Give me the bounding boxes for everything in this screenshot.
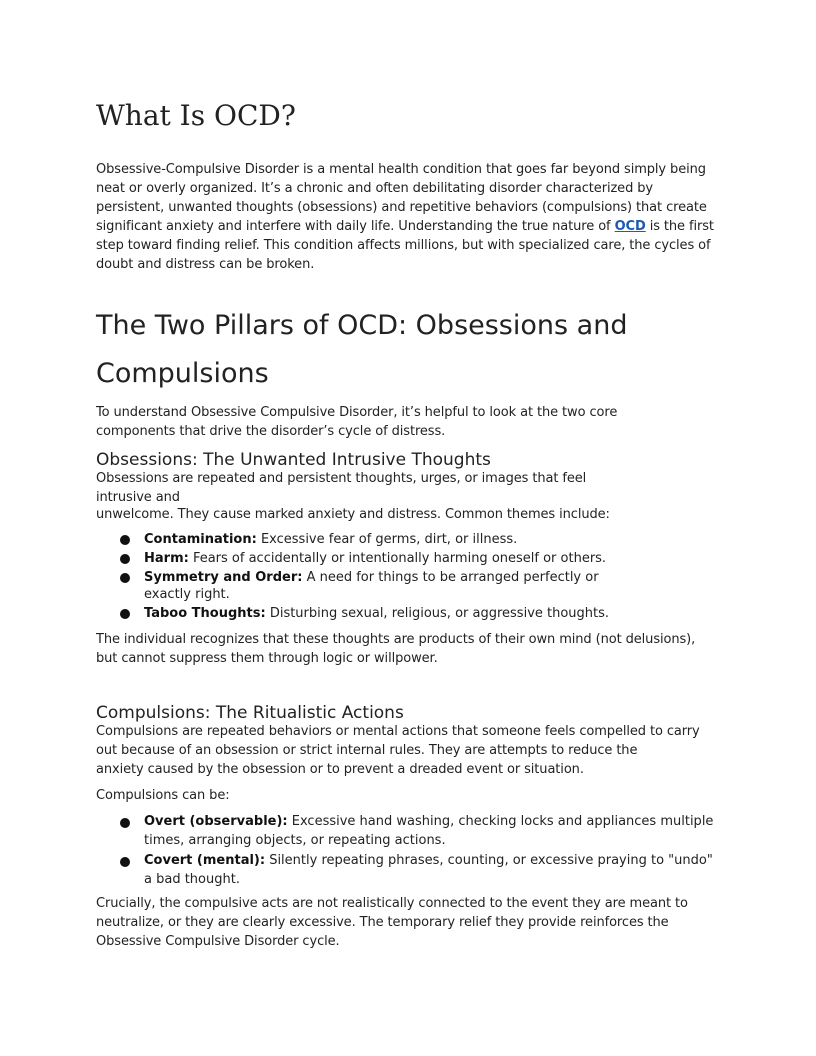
intro-text-start: Obsessive-Compulsive Disorder is a mental health condition that goes far beyond simply being neat or overly organized. It’s a chronic and often debilitating disorder characterized by persistent, unwanted thoughts (obsessions) and repetitive behaviors (compulsions) that create significant anxiety and interfere with daily life. Understanding the true nature of [96,162,707,234]
list-item [96,813,720,850]
compulsions-description-line2: out because of an obsession or strict internal rules. They are attempts to reduce the [96,743,638,758]
list-item-text: Excessive hand washing, checking locks and appliances multiple times, arranging objects, or repeating actions. [144,814,714,848]
obsessions-list [96,531,656,624]
bullet-icon [120,857,130,867]
ocd-link[interactable]: OCD [614,219,646,234]
page-title: What Is OCD? [96,99,296,132]
list-item-term: Symmetry and Order: [144,570,303,585]
list-item [96,550,656,567]
list-item-term: Taboo Thoughts: [144,606,266,621]
bullet-icon [120,609,130,619]
intro-paragraph [96,160,720,274]
compulsions-heading: Compulsions: The Ritualistic Actions [96,703,404,723]
bullet-icon [120,554,130,564]
pillars-intro: To understand Obsessive Compulsive Disorder, it’s helpful to look at the two core components that drive the disorder’s cycle of distress. [96,405,618,439]
list-item-term: Covert (mental): [144,853,266,868]
list-item-text: Disturbing sexual, religious, or aggressive thoughts. [265,606,610,621]
list-item [96,531,656,548]
list-item-text: A need for things to be arranged perfectly or exactly right. [144,570,599,602]
bullet-icon [120,818,130,828]
list-item-term: Harm: [144,551,189,566]
bullet-icon [120,573,130,583]
compulsions-description-line3: anxiety caused by the obsession or to prevent a dreaded event or situation. [96,762,584,777]
pillars-heading: The Two Pillars of OCD: Obsessions and Compulsions [96,310,628,389]
obsessions-description-line1: Obsessions are repeated and persistent thoughts, urges, or images that feel intrusive and [96,471,587,505]
intro-text-end: is the first step toward finding relief. This condition affects millions, but with specialized care, the cycles of doubt and distress can be broken. [96,219,714,272]
obsessions-recognition: The individual recognizes that these thoughts are products of their own mind (not delusions), but cannot suppress them through logic or willpower. [96,632,696,666]
list-item [96,605,656,622]
list-item-text: Silently repeating phrases, counting, or excessive praying to "undo" a bad thought. [144,853,713,887]
compulsions-list [96,813,720,891]
list-item [96,852,720,889]
compulsions-crucially: Crucially, the compulsive acts are not realistically connected to the event they are meant to neutralize, or they are clearly excessive. The temporary relief they provide reinforces the Obsessive Compulsive Disorder cycle. [96,896,688,949]
list-item-text: Excessive fear of germs, dirt, or illness. [256,532,518,547]
list-item-text: Fears of accidentally or intentionally harming oneself or others. [188,551,607,566]
list-item-term: Overt (observable): [144,814,288,829]
compulsions-description [96,722,720,779]
list-item-term: Contamination: [144,532,257,547]
compulsions-description-line1: Compulsions are repeated behaviors or mental actions that someone feels compelled to carry [96,724,700,739]
list-item [96,569,656,603]
obsessions-heading: Obsessions: The Unwanted Intrusive Thoughts [96,450,491,470]
obsessions-description-line2: unwelcome. They cause marked anxiety and distress. Common themes include: [96,507,610,522]
compulsions-can-be: Compulsions can be: [96,788,230,803]
bullet-icon [120,535,130,545]
